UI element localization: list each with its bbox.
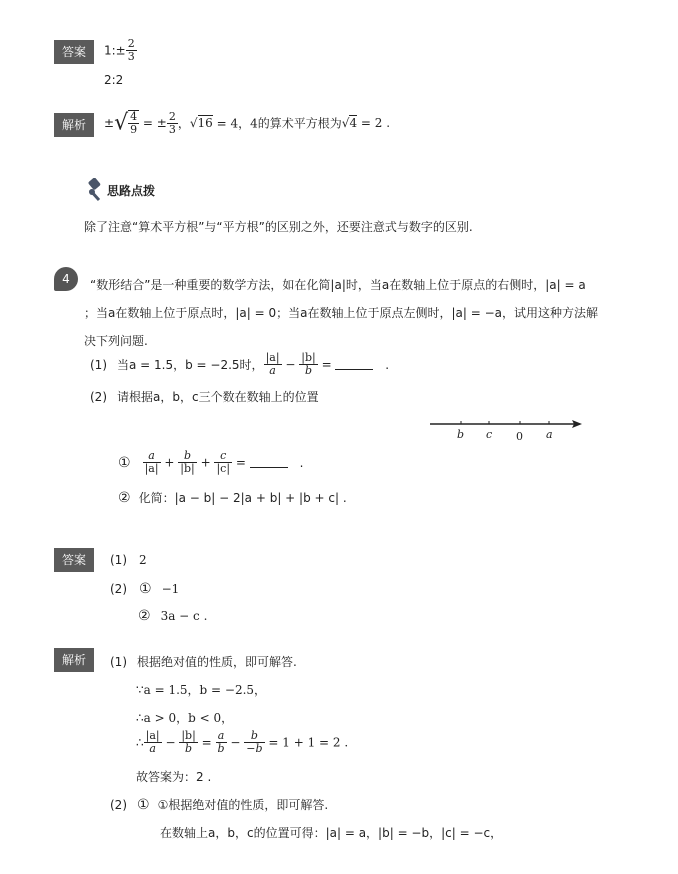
frac-d — [244, 730, 264, 755]
sub-question-2 — [118, 489, 347, 506]
sqrt-icon: √ — [189, 116, 198, 130]
sqrt-icon: √ — [114, 110, 129, 136]
result-fraction — [167, 111, 178, 136]
number-line — [428, 415, 584, 445]
fraction-denominator: b — [217, 742, 225, 755]
part-2-label: (2) — [90, 390, 107, 404]
analysis-2-line-5: 故答案为：2 . — [136, 770, 212, 784]
analysis-2-label-2: (2) — [110, 798, 127, 812]
fraction-denominator: 9 — [130, 123, 138, 136]
question-number-circle: 4 — [54, 267, 78, 291]
fraction-numerator: 4 — [130, 110, 138, 123]
minus-sign: − — [285, 357, 296, 372]
plus-minus: ± — [104, 116, 115, 130]
analysis-text: = 4，4的算术平方根为 — [216, 116, 342, 131]
answer-blank[interactable] — [250, 457, 288, 468]
answer-2-row-3 — [138, 608, 207, 624]
sqrt-4: 4 — [349, 116, 358, 130]
axis-label-a: a — [546, 428, 553, 441]
axis-label-c: c — [486, 428, 493, 441]
axis-label-b: b — [457, 428, 465, 441]
part-1-text: 当a = 1.5，b = −2.5时， — [117, 358, 264, 372]
sqrt-icon: √ — [341, 116, 350, 130]
fraction-denominator: −b — [246, 742, 263, 755]
fraction-numerator: |b| — [301, 351, 316, 364]
fraction-denominator: 3 — [168, 122, 176, 136]
circled-1: ① — [137, 797, 150, 813]
answer-2-value-3: 3a − c . — [160, 609, 208, 623]
fraction-numerator: a — [143, 450, 161, 463]
analysis-2-line-3: ∴a > 0，b < 0， — [136, 711, 234, 725]
analysis-2-line-4 — [136, 730, 348, 755]
answer-blank[interactable] — [335, 359, 373, 370]
fraction-denominator: b — [185, 742, 193, 755]
analysis-2-text-6: ①根据绝对值的性质，即可解答. — [157, 798, 329, 812]
answer-2-label-1: (1) — [110, 553, 127, 567]
tip-text: 除了注意“算术平方根”与“平方根”的区别之外，还要注意式与数字的区别. — [84, 220, 473, 234]
part-1 — [90, 352, 389, 377]
separator: ， — [177, 116, 190, 131]
analysis-2-text-1: 根据绝对值的性质，即可解答. — [137, 655, 297, 669]
circled-1: ① — [139, 581, 152, 597]
sub-1-label: ① — [118, 454, 131, 471]
analysis-2-label-1: (1) — [110, 655, 127, 669]
analysis-2-line-7: 在数轴上a，b，c的位置可得：|a| = a，|b| = −b，|c| = −c， — [160, 826, 503, 840]
fraction-denominator: 3 — [127, 50, 135, 63]
period: . — [385, 357, 390, 372]
sub-2-text: 化简：|a − b| − 2|a + b| + |b + c| . — [138, 491, 347, 505]
fraction-numerator: b — [178, 450, 196, 463]
equals-sign: = — [235, 455, 246, 470]
pin-icon — [84, 178, 104, 202]
analysis-2-line-2: ∵a = 1.5，b = −2.5， — [136, 683, 267, 697]
equals-pm: = ± — [142, 116, 167, 130]
answer-line-1 — [104, 38, 137, 63]
tip-title: 思路点拨 — [107, 184, 156, 198]
sub-2-label: ② — [118, 490, 131, 506]
minus-sign: − — [165, 735, 176, 750]
frac-a — [144, 730, 162, 755]
frac-c — [216, 730, 227, 755]
circled-2: ② — [138, 608, 151, 624]
result: = 1 + 1 = 2 . — [268, 735, 349, 750]
analysis-line — [104, 110, 390, 136]
fraction-numerator: a — [216, 730, 227, 743]
part-2 — [90, 388, 319, 405]
answer-prefix: 1:± — [104, 43, 126, 58]
question-number — [54, 267, 78, 291]
analysis-badge: 解析 — [54, 113, 94, 137]
fraction-denominator: |b| — [180, 462, 195, 475]
plus-sign: + — [164, 455, 175, 470]
fraction-numerator: |a| — [145, 729, 160, 742]
sub-1-fraction-c — [214, 450, 232, 475]
period: . — [299, 455, 304, 470]
sqrt-fraction — [128, 110, 139, 136]
answer-badge-2: 答案 — [54, 548, 94, 572]
analysis-end: = 2 . — [360, 116, 391, 130]
fraction-numerator: b — [244, 730, 264, 743]
sub-1-fraction-a — [143, 450, 161, 475]
fraction-denominator: a — [149, 742, 156, 755]
answer-2-value-1: 2 — [139, 553, 147, 567]
minus-sign: − — [230, 735, 241, 750]
fraction-denominator: |a| — [144, 462, 159, 475]
equals-sign: = — [201, 735, 212, 750]
question-line-2: ；当a在数轴上位于原点时，|a| = 0；当a在数轴上位于原点左侧时，|a| = −a，试用这种方法解 — [84, 306, 598, 320]
fraction-denominator: b — [304, 364, 313, 377]
question-line-1: “数形结合”是一种重要的数学方法，如在化简|a|时，当a在数轴上位于原点的右侧时，|a| = a — [90, 278, 586, 292]
answer-2-value-2: −1 — [161, 582, 180, 596]
sqrt-16: 16 — [197, 116, 213, 130]
frac-b — [179, 730, 197, 755]
analysis-badge-2: 解析 — [54, 648, 94, 672]
question-line-3: 决下列问题. — [84, 334, 148, 348]
answer-line-2: 2:2 — [104, 73, 124, 87]
answer-2-row-2 — [110, 581, 179, 597]
fraction-numerator: 2 — [127, 37, 135, 50]
axis-label-0: 0 — [516, 430, 523, 443]
answer-fraction — [126, 38, 137, 63]
sub-question-1 — [118, 450, 303, 475]
fraction-numerator: 2 — [168, 109, 176, 123]
part-1-fraction-b — [299, 352, 317, 377]
analysis-2-line-1 — [110, 653, 297, 670]
plus-sign: + — [200, 455, 211, 470]
therefore: ∴ — [136, 735, 144, 750]
analysis-2-line-6 — [110, 796, 328, 813]
answer-2-label-2: (2) — [110, 582, 127, 596]
answer-badge: 答案 — [54, 40, 94, 64]
answer-2-row-1 — [110, 553, 147, 567]
fraction-denominator: a — [269, 364, 276, 377]
fraction-denominator: |c| — [216, 462, 231, 475]
part-2-text: 请根据a，b，c三个数在数轴上的位置 — [117, 390, 319, 404]
fraction-numerator: c — [214, 450, 232, 463]
part-1-fraction-a — [264, 352, 282, 377]
part-1-label: (1) — [90, 357, 107, 372]
fraction-numerator: |a| — [265, 351, 280, 364]
sub-1-fraction-b — [178, 450, 196, 475]
fraction-numerator: |b| — [181, 729, 196, 742]
equals-sign: = — [321, 357, 332, 372]
